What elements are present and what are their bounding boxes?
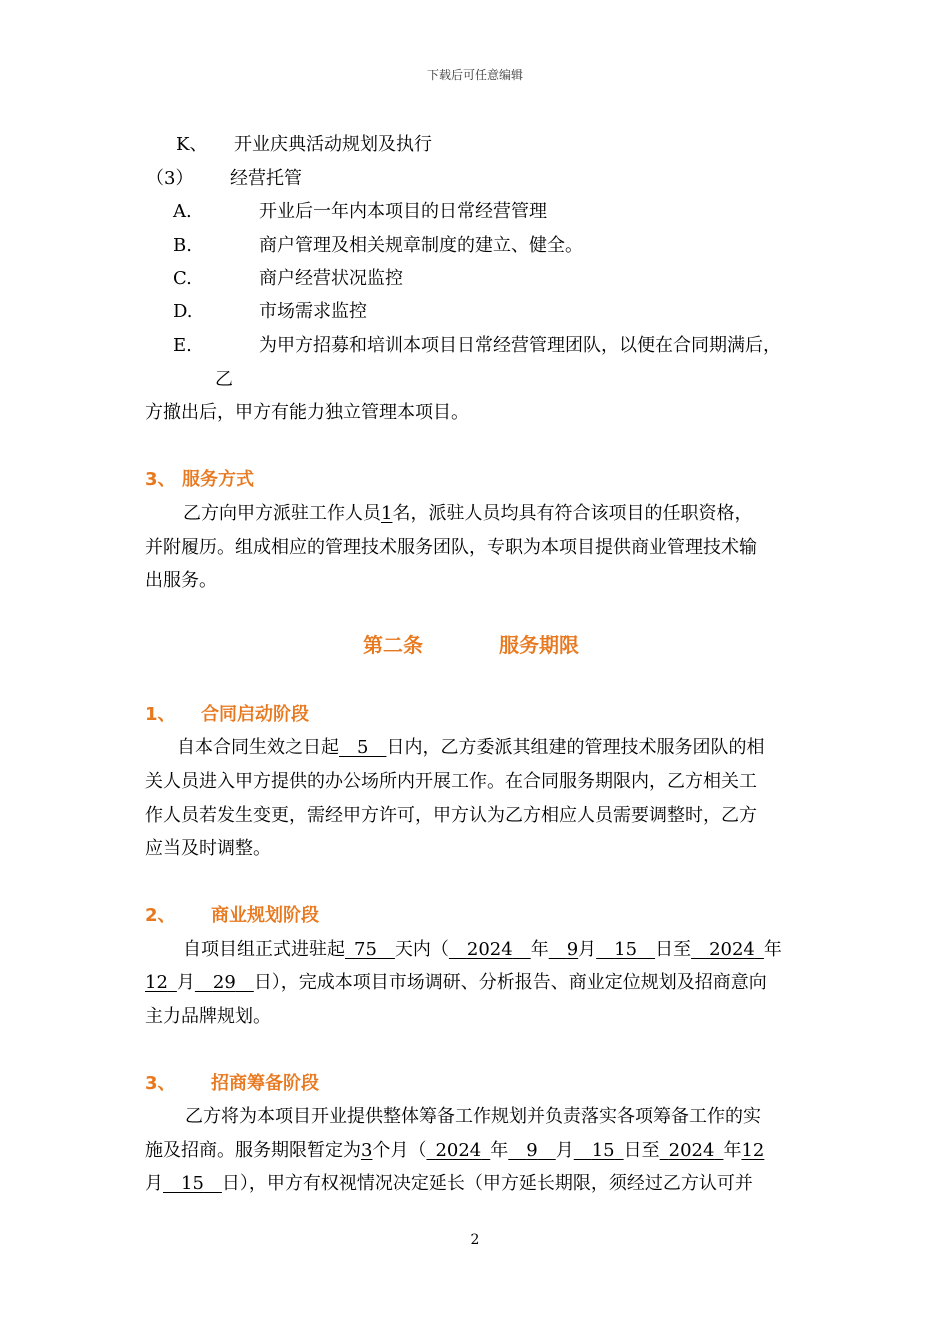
start-month: [549, 939, 578, 960]
list-text: 为甲方招募和培训本项目日常经营管理团队，以便在合同期满后，: [259, 335, 781, 356]
text-span: 月: [578, 939, 597, 960]
list-item: [173, 234, 583, 258]
text-span: 个月（: [372, 1140, 427, 1161]
article-number: 第二条: [363, 633, 423, 657]
end-day: [163, 1173, 222, 1194]
paragraph-line: 出服务。: [145, 570, 217, 591]
paragraph-line: [145, 1139, 764, 1163]
value: 15: [181, 1173, 204, 1194]
duration-months: 3: [361, 1140, 373, 1161]
end-day: [195, 972, 254, 993]
section-title: 商业规划阶段: [211, 905, 319, 926]
value: 5: [357, 737, 369, 758]
value: 2024: [709, 939, 755, 960]
text-span: 月: [176, 972, 195, 993]
list-text: 开业庆典活动规划及执行: [234, 134, 432, 155]
list-continuation: 乙: [215, 369, 233, 390]
value: 15: [591, 1140, 615, 1161]
paragraph-line: 主力品牌规划。: [145, 1006, 271, 1027]
text-span: 日），完成本项目市场调研、分析报告、商业定位规划及招商意向: [253, 972, 767, 993]
section-number: 2、: [145, 905, 176, 926]
article-heading: [363, 633, 579, 657]
paragraph-line: [145, 971, 767, 995]
paragraph-line: 乙方将为本项目开业提供整体筹备工作规划并负责落实各项筹备工作的实: [185, 1106, 761, 1127]
list-marker: D.: [173, 301, 193, 322]
text-span: 日至: [623, 1140, 660, 1161]
subsection-heading: [146, 167, 302, 191]
value: 29: [212, 972, 236, 993]
start-month: [508, 1140, 555, 1161]
end-month: [145, 972, 177, 993]
list-marker: K、: [176, 134, 208, 155]
text-span: 乙方向甲方派驻工作人员: [183, 503, 381, 524]
text-span: 施及招商。服务期限暂定为: [145, 1140, 361, 1161]
start-day: [574, 1140, 624, 1161]
paragraph-line: 作人员若发生变更，需经甲方许可，甲方认为乙方相应人员需要调整时，乙方: [145, 805, 757, 826]
end-year: [660, 1140, 724, 1161]
staff-count: 1: [381, 503, 393, 524]
section-number: 3、: [145, 469, 176, 490]
list-item: [173, 200, 547, 224]
text-span: 日），甲方有权视情况决定延长（甲方延长期限，须经过乙方认可并: [221, 1173, 753, 1194]
subsection-title: 经营托管: [230, 168, 302, 189]
text-span: 年: [763, 939, 782, 960]
value: 2024: [435, 1140, 482, 1161]
end-month: 12: [741, 1140, 765, 1161]
text-span: 月: [555, 1140, 574, 1161]
text-span: 日内，乙方委派其组建的管理技术服务团队的相: [386, 737, 765, 758]
text-span: 月: [145, 1173, 163, 1194]
end-year: [691, 939, 764, 960]
section-number: 3、: [145, 1073, 176, 1094]
planning-days: [345, 939, 395, 960]
section-title: 合同启动阶段: [201, 704, 309, 725]
list-marker: B.: [173, 235, 192, 256]
start-days: [339, 737, 386, 758]
section-heading: [145, 904, 319, 928]
text-span: 年: [530, 939, 549, 960]
section-heading: [145, 703, 309, 727]
section-title: 服务方式: [182, 469, 254, 490]
list-item: [173, 334, 781, 358]
value: 75: [354, 939, 377, 960]
value: 2024: [466, 939, 513, 960]
value: 9: [566, 939, 579, 960]
list-marker: E.: [173, 335, 192, 356]
paragraph-line: 并附履历。组成相应的管理技术服务团队，专职为本项目提供商业管理技术输: [145, 537, 757, 558]
paragraph-line: [183, 938, 782, 962]
list-item-k: [176, 133, 432, 157]
paragraph-line: [183, 502, 752, 526]
start-year: [449, 939, 531, 960]
section-heading: [145, 1072, 319, 1096]
section-number: 1、: [145, 704, 176, 725]
text-span: 年: [490, 1140, 509, 1161]
value: 15: [614, 939, 638, 960]
list-text: 商户管理及相关规章制度的建立、健全。: [259, 235, 583, 256]
subsection-marker: （3）: [146, 168, 194, 189]
start-year: [426, 1140, 490, 1161]
text-span: 日至: [655, 939, 692, 960]
paragraph-line: [145, 1172, 753, 1196]
section-heading: [145, 468, 254, 492]
value: 12: [145, 972, 168, 993]
page-number: 2: [470, 1232, 480, 1248]
list-text: 开业后一年内本项目的日常经营管理: [259, 201, 547, 222]
paragraph-line: 应当及时调整。: [145, 838, 271, 859]
start-day: [596, 939, 655, 960]
value: 2024: [668, 1140, 715, 1161]
list-item: [173, 300, 367, 324]
list-marker: C.: [173, 268, 192, 289]
list-continuation: 方撤出后，甲方有能力独立管理本项目。: [145, 402, 469, 423]
section-title: 招商筹备阶段: [211, 1073, 319, 1094]
text-span: 名，派驻人员均具有符合该项目的任职资格，: [392, 503, 753, 524]
list-text: 商户经营状况监控: [259, 268, 403, 289]
list-item: [173, 267, 403, 291]
list-text: 市场需求监控: [259, 301, 367, 322]
value: 9: [526, 1140, 538, 1161]
article-title: 服务期限: [499, 633, 579, 657]
text-span: 天内（: [394, 939, 449, 960]
paragraph-line: [177, 736, 764, 760]
text-span: 自本合同生效之日起: [177, 737, 339, 758]
paragraph-line: 关人员进入甲方提供的办公场所内开展工作。在合同服务期限内，乙方相关工: [145, 771, 757, 792]
page-header: 下载后可任意编辑: [426, 68, 523, 82]
text-span: 自项目组正式进驻起: [183, 939, 345, 960]
list-marker: A.: [173, 201, 192, 222]
text-span: 年: [723, 1140, 742, 1161]
